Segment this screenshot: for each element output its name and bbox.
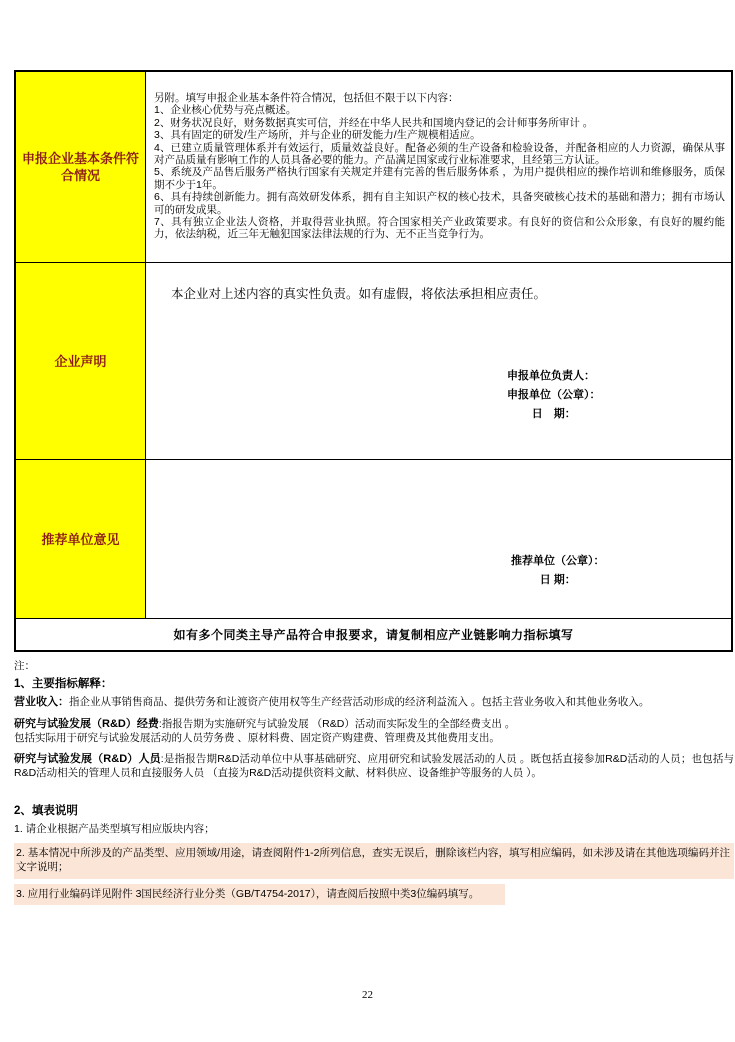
fill-item-3: 3. 应用行业编码详见附件 3国民经济行业分类（GB/T4754-2017），请查阅后按照中类3位编码填写。 (14, 884, 505, 906)
table-footer-note: 如有多个同类主导产品符合申报要求，请复制相应产业链影响力指标填写 (173, 628, 574, 642)
page-number: 22 (362, 989, 373, 1001)
row-recommendation-opinion (16, 460, 731, 619)
term-rd-personnel-body: :是指报告期R&D活动单位中从事基础研究、应用研究和试验发展活动的人员 。既包括直接参加R&D活动的人员；也包括与R&D活动相关的管理人员和直接服务人员 （直接为R&D活动提供资料文献、材料供应、设备维护等服务的人员 ）。 (14, 752, 734, 779)
term-rd-expense (14, 717, 734, 732)
note-label: 注： (14, 660, 35, 672)
notes-section (14, 659, 734, 905)
term-rd-expense-body2: 包括实际用于研究与试验发展活动的人员劳务费 、原材料费、固定资产购建费、管理费及其他费用支出。 (14, 732, 500, 744)
recommendation-unit-seal-line: 推荐单位（公章）： (511, 555, 605, 567)
basic-conditions-label: 申报企业基本条件符合情况 (16, 72, 146, 262)
declaration-signature-block (507, 367, 601, 424)
section2-title: 2、填表说明 (14, 804, 78, 817)
signature-line-unit-seal: 申报单位（公章）： (507, 389, 601, 401)
row-enterprise-declaration (16, 263, 731, 460)
application-form-table (14, 70, 733, 652)
conditions-intro: 另附。填写申报企业基本条件符合情况，包括但不限于以下内容： (154, 92, 459, 104)
signature-line-date: 日 期： (531, 408, 576, 420)
term-rd-expense-lead: 研究与试验发展（R&D）经费 (14, 717, 159, 730)
condition-item-5: 5、系统及产品售后服务严格执行国家有关规定并建有完善的售后服务体系 ，为用户提供相应的操作培训和维修服务，质保期不少于1年。 (154, 166, 725, 191)
row-table-footer (16, 619, 731, 650)
term-revenue-lead: 营业收入： (14, 696, 69, 708)
term-rd-personnel-lead: 研究与试验发展（R&D）人员 (14, 752, 161, 765)
section1-title: 1、主要指标解释： (14, 677, 113, 690)
declaration-label: 企业声明 (16, 263, 146, 459)
signature-line-responsible: 申报单位负责人： (507, 370, 595, 382)
row-basic-conditions (16, 72, 731, 263)
declaration-text: 本企业对上述内容的真实性负责。如有虚假，将依法承担相应责任。 (171, 287, 547, 301)
recommendation-content (146, 460, 731, 618)
basic-conditions-content (146, 72, 731, 262)
condition-item-1: 1、企业核心优势与亮点概述。 (154, 104, 297, 117)
term-revenue (14, 695, 734, 710)
recommendation-signature-block (511, 552, 605, 590)
condition-item-2: 2、财务状况良好，财务数据真实可信，并经在中华人民共和国境内登记的会计师事务所审计 。 (154, 116, 594, 129)
condition-item-6: 6、具有持续创新能力。拥有高效研发体系，拥有自主知识产权的核心技术，具备突破核心技术的基础和潜力；拥有市场认可的研发成果。 (154, 191, 725, 216)
recommendation-label: 推荐单位意见 (16, 460, 146, 618)
recommendation-date-line: 日 期： (539, 574, 576, 586)
fill-item-1: 1. 请企业根据产品类型填写相应版块内容； (14, 823, 215, 835)
term-rd-expense-body: :指报告期为实施研究与试验发展 （R&D）活动而实际发生的全部经费支出 。 (158, 717, 516, 730)
term-revenue-body: 指企业从事销售商品、提供劳务和让渡资产使用权等生产经营活动形成的经济利益流入 。包括主营业务收入和其他业务收入。 (69, 696, 650, 708)
condition-item-4: 4、已建立质量管理体系并有效运行，质量效益良好。配备必须的生产设备和检验设备，并配备相应的人力资源，确保从事对产品质量有影响工作的人员具备必要的能力。产品满足国家或行业标准要求，且经第三方认证。 (154, 141, 725, 167)
condition-item-7: 7、具有独立企业法人资格，并取得营业执照。符合国家相关产业政策要求。有良好的资信和公众形象，有良好的履约能力，依法纳税，近三年无触犯国家法律法规的行为、无不正当竞争行为。 (154, 216, 725, 241)
declaration-content (146, 263, 731, 459)
term-rd-personnel (14, 752, 734, 781)
fill-item-2: 2. 基本情况中所涉及的产品类型、应用领域/用途，请查阅附件1-2所列信息，查实无误后，删除该栏内容，填写相应编码，如未涉及请在其他选项编码并注文字说明； (14, 843, 734, 879)
condition-item-3: 3、具有固定的研发/生产场所，并与企业的研发能力/生产规模相适应。 (154, 129, 481, 142)
